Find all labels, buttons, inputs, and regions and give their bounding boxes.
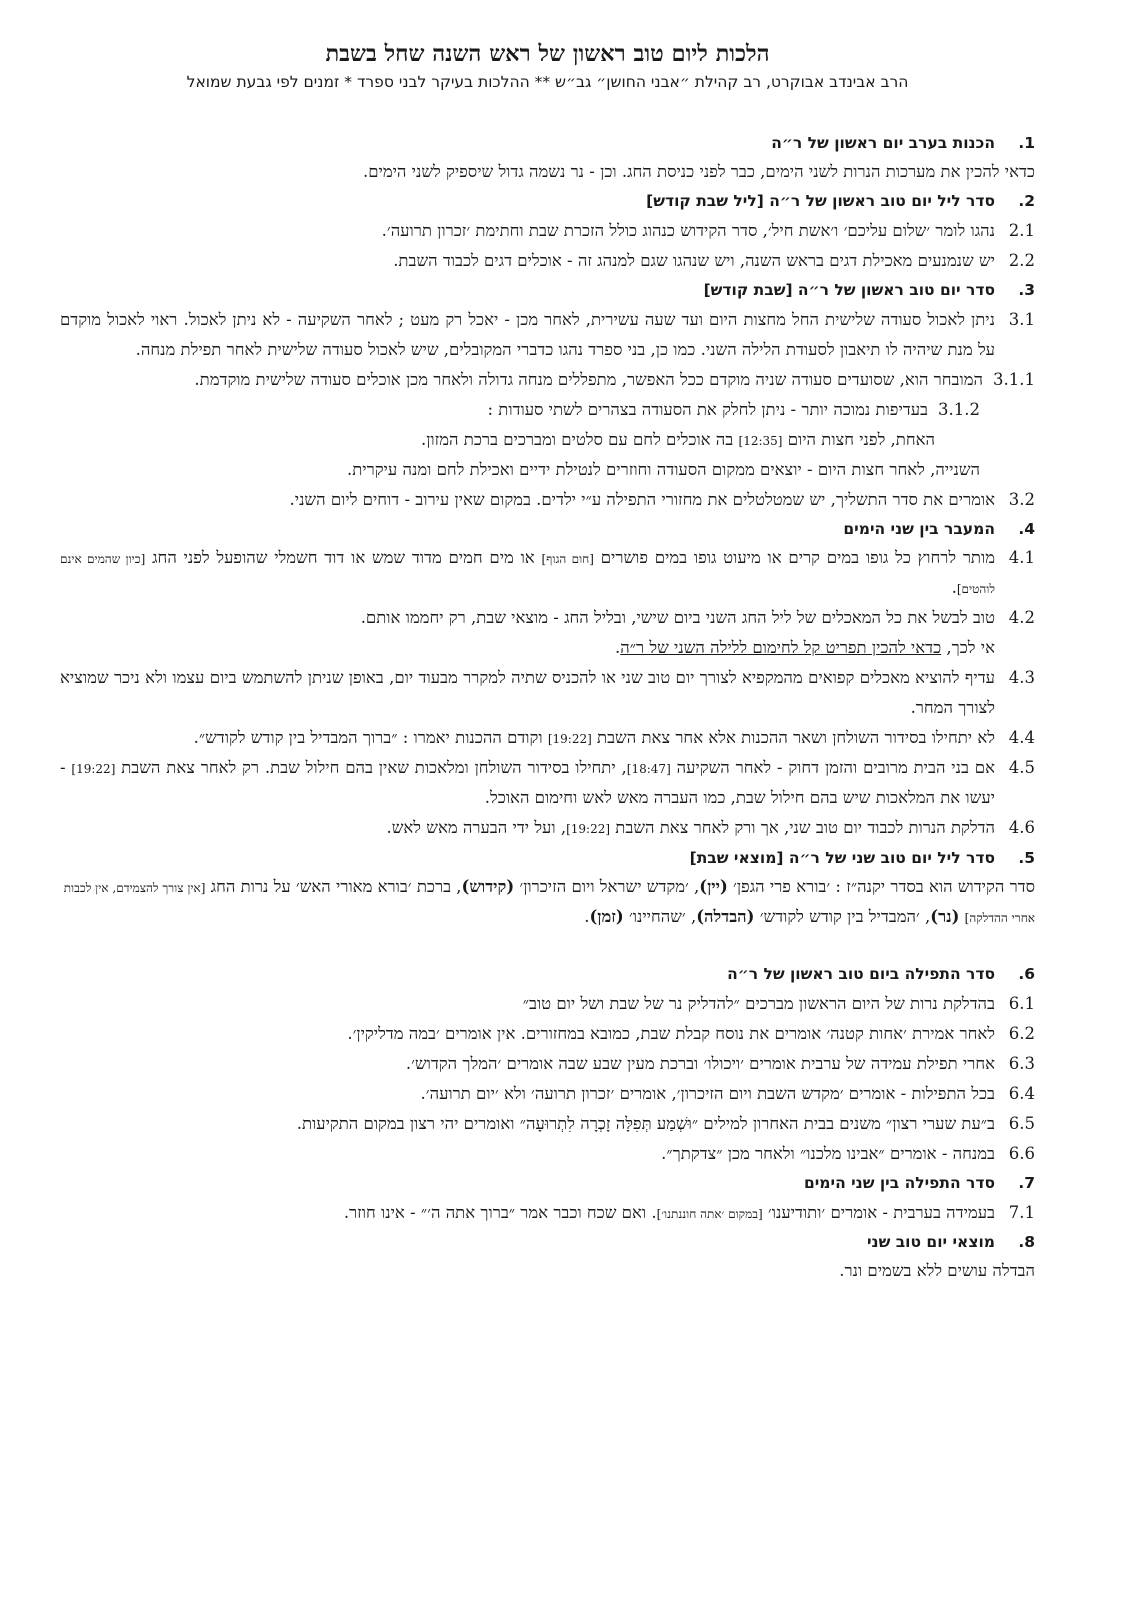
item-number: 7.1 xyxy=(1008,1202,1035,1222)
item-number: 6.1 xyxy=(1008,993,1035,1013)
item-text: במנחה - אומרים ״אבינו מלכנו״ ולאחר מכן ״צדקתך״. xyxy=(661,1143,995,1163)
list-item xyxy=(60,813,1035,843)
item-text: עדיף להוציא מאכלים קפואים מהמקפיא לצורך יום טוב שני או להכניס שתיה למקרר מבעוד יום, באופן שניתן להשתמש ביום עצמו ולא ניכר שמוציא לצורך המחר. xyxy=(60,668,995,718)
section-4-heading xyxy=(60,515,1035,544)
meal-option-second: השנייה, לאחר חצות היום - יוצאים ממקום הסעודה וחוזרים לנטילת ידיים ואכילת לחם ומנה עיקרית. xyxy=(346,459,980,479)
item-number: 6.5 xyxy=(1008,1113,1035,1133)
section-title: סדר ליל יום טוב שני של ר״ה [מוצאי שבת] xyxy=(689,848,995,867)
time-note: [19:22] xyxy=(547,732,592,747)
item-text: הדלקת הנרות לכבוד יום טוב שני, אך ורק לאחר צאת השבת [19:22], ועל ידי הבערה מאש לאש. xyxy=(386,818,995,838)
item-text: יש שנמנעים מאכילת דגים בראש השנה, ויש שנהגו שגם למנהג זה - אוכלים דגים לכבוד השבת. xyxy=(393,250,995,270)
section-1-text: כדאי להכין את מערכות הנרות לשני הימים, כבר לפני כניסת החג. וכן - נר נשמה גדול שיספיק לשני הימים. xyxy=(362,162,1035,182)
page-title: הלכות ליום טוב ראשון של ראש השנה שחל בשבת xyxy=(325,41,770,67)
item-text: נהגו לומר ׳שלום עליכם׳ ו׳אשת חיל׳, סדר הקידוש כנהוג כולל הזכרת שבת וחתימת ׳זכרון תרועה׳. xyxy=(381,220,995,240)
section-number: 7. xyxy=(1018,1173,1035,1192)
list-item xyxy=(60,603,1035,663)
section-title: מוצאי יום טוב שני xyxy=(866,1232,995,1251)
list-item xyxy=(60,246,1035,276)
item-text: אם בני הבית מרובים והזמן דחוק - לאחר השקיעה [18:47], יתחילו בסידור השולחן ומלאכות שאין בהם חילול שבת. רק לאחר צאת השבת [19:22] - יעשו את המלאכות שיש בהם חילול שבת, כמו העברה מאש לאש וחימום האוכל. xyxy=(60,758,995,808)
section-3-heading xyxy=(60,276,1035,305)
section-5-heading xyxy=(60,844,1035,873)
list-item xyxy=(60,216,1035,246)
section-title: הכנות בערב יום ראשון של ר״ה xyxy=(771,133,995,152)
list-item xyxy=(60,485,1035,515)
item-number: 6.3 xyxy=(1008,1053,1035,1073)
section-5-text: סדר הקידוש הוא בסדר יקנה״ז : ׳בורא פרי הגפן׳ (יין), ׳מקדש ישראל ויום הזיכרון׳ (קידוש), ברכת ׳בורא מאורי האש׳ על נרות החג [אין צורך להצמידם, אין לכבות אחרי ההדלקה] (נר), ׳המבדיל בין קודש לקודש׳ (הבדלה), ׳שהחיינו׳ (זמן). xyxy=(63,877,1035,927)
time-note: [19:22] xyxy=(71,762,116,777)
bracket-note: [חום הגוף] xyxy=(541,552,594,567)
meal-option-first: האחת, לפני חצות היום [12:35] בה אוכלים לחם עם סלטים ומברכים ברכת המזון. xyxy=(420,429,935,449)
list-item xyxy=(60,365,1035,395)
item-text: אחרי תפילת עמידה של ערבית אומרים ׳ויכולו׳ וברכת מעין שבע שבה אומרים ׳המלך הקדוש׳. xyxy=(405,1053,995,1073)
item-text: לא יתחילו בסידור השולחן ושאר ההכנות אלא אחר צאת השבת [19:22] וקודם ההכנות יאמרו : ״ברוך המבדיל בין קודש לקודש״. xyxy=(193,728,995,748)
item-text: ניתן לאכול סעודה שלישית החל מחצות היום ועד שעה עשירית, לאחר מכן - יאכל רק מעט ; לאחר השקיעה - לא ניתן לאכול. ראוי לאכול מוקדם על מנת שיהיה לו תיאבון לסעודת הלילה השני. כמו כן, בני ספרד נהגו כדברי המקובלים, שיש לאכול סעודה שלישית לאחר תפילת מנחה. xyxy=(60,309,995,359)
item-text: בכל התפילות - אומרים ׳מקדש השבת ויום הזיכרון׳, אומרים ׳זכרון תרועה׳ ולא ׳יום תרועה׳. xyxy=(420,1083,995,1103)
section-8-heading xyxy=(60,1228,1035,1257)
item-number: 4.3 xyxy=(1008,668,1035,688)
item-number: 4.5 xyxy=(1008,758,1035,778)
section-number: 8. xyxy=(1018,1232,1035,1251)
item-number: 4.2 xyxy=(1008,608,1035,628)
bracket-note: [במקום ׳אתה חוננתנו׳] xyxy=(656,1206,763,1221)
item-number: 6.6 xyxy=(1008,1143,1035,1163)
item-number: 4.6 xyxy=(1008,818,1035,838)
section-number: 5. xyxy=(1018,848,1035,867)
section-title: סדר ליל יום טוב ראשון של ר״ה [ליל שבת קודש] xyxy=(646,192,995,211)
section-number: 3. xyxy=(1018,280,1035,299)
bracket-note: [אין צורך להצמידם, אין לכבות אחרי ההדלקה] xyxy=(63,881,1035,926)
item-text: המובחר הוא, שסועדים סעודה שניה מוקדם ככל האפשר, מתפללים מנחה גדולה ולאחר מכן אוכלים סעודה שלישית מוקדמת. xyxy=(194,369,983,389)
item-number: 6.2 xyxy=(1008,1023,1035,1043)
item-text: טוב לבשל את כל המאכלים של ליל החג השני ביום שישי, ובליל החג - מוצאי שבת, רק יחממו אותם. אי לכך, כדאי להכין תפריט קל לחימום ללילה השני של ר״ה. xyxy=(360,608,995,658)
list-item xyxy=(60,1139,1035,1169)
section-title: סדר יום טוב ראשון של ר״ה [שבת קודש] xyxy=(703,280,995,299)
item-number: 4.4 xyxy=(1008,728,1035,748)
section-8-text: הבדלה עושים ללא בשמים ונר. xyxy=(839,1261,1035,1281)
item-number: 4.1 xyxy=(1008,548,1035,568)
underlined-note: כדאי להכין תפריט קל לחימום ללילה השני של ר״ה xyxy=(620,638,942,658)
section-number: 6. xyxy=(1018,965,1035,984)
section-number: 4. xyxy=(1018,519,1035,538)
list-item xyxy=(60,1079,1035,1109)
section-6-heading xyxy=(60,960,1035,989)
item-number: 3.1 xyxy=(1008,309,1035,329)
document-page xyxy=(60,40,1035,1286)
time-note: [18:47] xyxy=(626,762,671,777)
list-item xyxy=(60,663,1035,723)
item-number: 3.2 xyxy=(1008,489,1035,509)
item-number: 2.2 xyxy=(1008,250,1035,270)
list-item xyxy=(60,395,1035,425)
time-note: [12:35] xyxy=(738,433,783,448)
item-text: בעדיפות נמוכה יותר - ניתן לחלק את הסעודה בצהרים לשתי סעודות : xyxy=(487,399,928,419)
item-number: 3.1.1 xyxy=(993,369,1035,389)
section-title: סדר התפילה ביום טוב ראשון של ר״ה xyxy=(727,965,995,984)
item-text: מותר לרחוץ כל גופו במים קרים או מיעוט גופו במים פושרים [חום הגוף] או מים חמים מדוד שמש או דוד חשמלי שהופעל לפני החג [כיון שהמים אינם לוהטים]. xyxy=(60,548,995,598)
list-item xyxy=(60,989,1035,1019)
list-item xyxy=(60,305,1035,365)
list-item xyxy=(60,723,1035,753)
item-text: ב״עת שערי רצון״ משנים בבית האחרון למילים ״וּשְׁמַע תְּפִלָּה זָכְרָה לִתְרוּעָה״ ואומרים יהי רצון במקום התקיעות. xyxy=(296,1113,995,1133)
item-text: בעמידה בערבית - אומרים ׳ותודיענו׳ [במקום ׳אתה חוננתנו׳]. ואם שכח וכבר אמר ״ברוך אתה ה׳״ - אינו חוזר. xyxy=(343,1202,995,1222)
item-text: בהדלקת נרות של היום הראשון מברכים ״להדליק נר של שבת ושל יום טוב״ xyxy=(522,993,995,1013)
section-title: המעבר בין שני הימים xyxy=(843,519,995,538)
section-2-heading xyxy=(60,187,1035,216)
page-subtitle: הרב אבינדב אבוקרט, רב קהילת ״אבני החושן״ גב״ש ** ההלכות בעיקר לבני ספרד * זמנים לפי גבעת שמואל xyxy=(186,73,909,92)
item-number: 3.1.2 xyxy=(938,399,980,419)
spacer xyxy=(60,932,1035,960)
section-title: סדר התפילה בין שני הימים xyxy=(803,1173,995,1192)
item-number: 6.4 xyxy=(1008,1083,1035,1103)
item-number: 2.1 xyxy=(1008,220,1035,240)
section-number: 2. xyxy=(1018,192,1035,211)
list-item xyxy=(60,1198,1035,1228)
bracket-note: [כיון שהמים אינם לוהטים] xyxy=(60,552,995,597)
time-note: [19:22] xyxy=(566,822,611,837)
section-number: 1. xyxy=(1018,133,1035,152)
item-text: לאחר אמירת ׳אחות קטנה׳ אומרים את נוסח קבלת שבת, כמובא במחזורים. אין אומרים ׳במה מדליקין׳. xyxy=(347,1023,995,1043)
item-text: אומרים את סדר התשליך, יש שמטלטלים את מחזורי התפילה ע״י ילדים. במקום שאין עירוב - דוחים ליום השני. xyxy=(289,489,995,509)
section-7-heading xyxy=(60,1169,1035,1198)
list-item xyxy=(60,1049,1035,1079)
list-item xyxy=(60,543,1035,603)
list-item xyxy=(60,753,1035,813)
list-item xyxy=(60,1019,1035,1049)
list-item xyxy=(60,1109,1035,1139)
section-1-heading xyxy=(60,129,1035,158)
